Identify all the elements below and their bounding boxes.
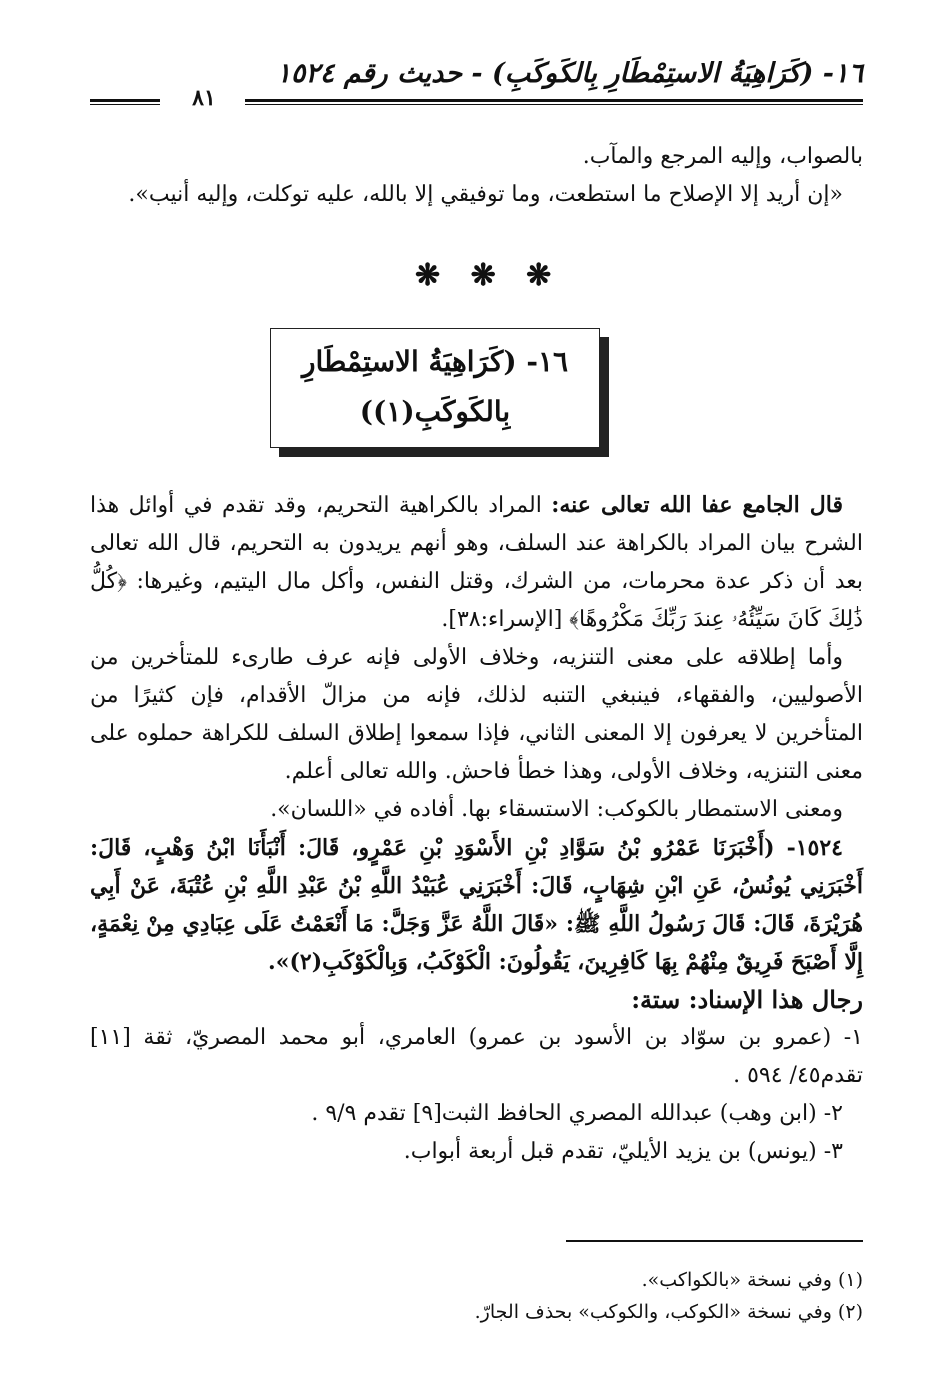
chapter-title-line-2: بِالكَوكَبِ(١)): [359, 395, 511, 428]
author-lead: قال الجامع عفا الله تعالى عنه:: [551, 492, 843, 518]
narrator-1: ١- (عمرو بن سوّاد بن الأسود بن عمرو) العامري، أبو محمد المصريّ، ثقة [١١] تقدم٤٥/ ٥٩٤ .: [90, 1025, 863, 1088]
header-rule: [245, 99, 863, 105]
hadith-1524: ١٥٢٤- (أَخْبَرَنَا عَمْرُو بْنُ سَوَّادِ بْنِ الأَسْوَدِ بْنِ عَمْرٍو، قَالَ: أَنْبَأَنَا ابْنُ وَهْبٍ، قَالَ: أَخْبَرَنِي يُونُسُ، عَنِ ابْنِ شِهَابٍ، قَالَ: أَخْبَرَنِي عُبَيْدُ اللَّهِ بْنُ عَبْدِ اللَّهِ بْنِ عُتْبَةَ، عَنْ أَبِي هُرَيْرَةَ، قَالَ: قَالَ رَسُولُ اللَّهِ ﷺ: «قَالَ اللَّهُ عَزَّ وَجَلَّ: مَا أَنْعَمْتُ عَلَى عِبَادِي مِنْ نِعْمَةٍ، إِلَّا أَصْبَحَ فَرِيقٌ مِنْهُمْ بِهَا كَافِرِينَ، يَقُولُونَ: الْكَوْكَبُ، وَبِالْكَوْكَبِ(٢)».: [90, 835, 863, 975]
chapter-title-line-1: ١٦- (كَرَاهِيَةُ الاستِمْطَارِ: [301, 345, 569, 378]
main-text: [90, 486, 863, 1171]
footnote-1: (١) وفي نسخة «بالكواكب».: [641, 1269, 863, 1291]
chapter-title-box: [270, 328, 600, 448]
paragraph-1: [90, 486, 863, 639]
footnote-2: (٢) وفي نسخة «الكوكب، والكوكب» بحذف الجارّ.: [474, 1301, 863, 1323]
paragraph-1-text: المراد بالكراهية التحريم، وقد تقدم في أوائل هذا الشرح بيان المراد بالكراهة عند السلف، وهو أنهم يريدون به التحريم، قال الله تعالى بعد أن ذكر عدة محرمات، من الشرك، وقتل النفس، وأكل مال اليتيم، وغيرها: ﴿كُلُّ ذَٰلِكَ كَانَ سَيِّئُهُۥ عِندَ رَبِّكَ مَكْرُوهًا﴾ [الإسراء:٣٨].: [90, 493, 864, 632]
intro-text: [90, 138, 863, 214]
running-title: ١٦- (كَرَاهِيَةُ الاستِمْطَارِ بِالكَوكَبِ) - حديث رقم ١٥٢٤: [276, 58, 863, 89]
intro-line-2: «إن أريد إلا الإصلاح ما استطعت، وما توفيقي إلا بالله، عليه توكلت، وإليه أنيب».: [128, 182, 843, 207]
footnotes: [90, 1264, 863, 1328]
narrators-heading: رجال هذا الإسناد: ستة:: [631, 985, 863, 1014]
page-number: ٨١: [192, 85, 216, 111]
narrator-3: ٣- (يونس) بن يزيد الأيليّ، تقدم قبل أربعة أبواب.: [403, 1139, 843, 1164]
footnote-rule: [566, 1240, 863, 1242]
paragraph-3: ومعنى الاستمطار بالكوكب: الاستسقاء بها. أفاده في «اللسان».: [270, 797, 843, 822]
paragraph-2: وأما إطلاقه على معنى التنزيه، وخلاف الأولى فإنه عرف طارىء للمتأخرين من الأصوليين، والفقهاء، فينبغي التنبه لذلك، فإنه من مزالّ الأقدام، فإن كثيرًا من المتأخرين لا يعرفون إلا المعنى الثاني، فإذا سمعوا إطلاق السلف للكراهة حملوه على معنى التنزيه، وخلاف الأولى، وهذا خطأ فاحش. والله تعالى أعلم.: [90, 645, 863, 784]
intro-line-1: بالصواب، وإليه المرجع والمآب.: [582, 144, 863, 169]
header-rule-short: [90, 99, 160, 105]
section-divider-stars: ❋ ❋ ❋: [415, 258, 562, 293]
narrator-2: ٢- (ابن وهب) عبدالله المصري الحافظ الثبت[٩] تقدم ٩/٩ .: [311, 1101, 843, 1126]
